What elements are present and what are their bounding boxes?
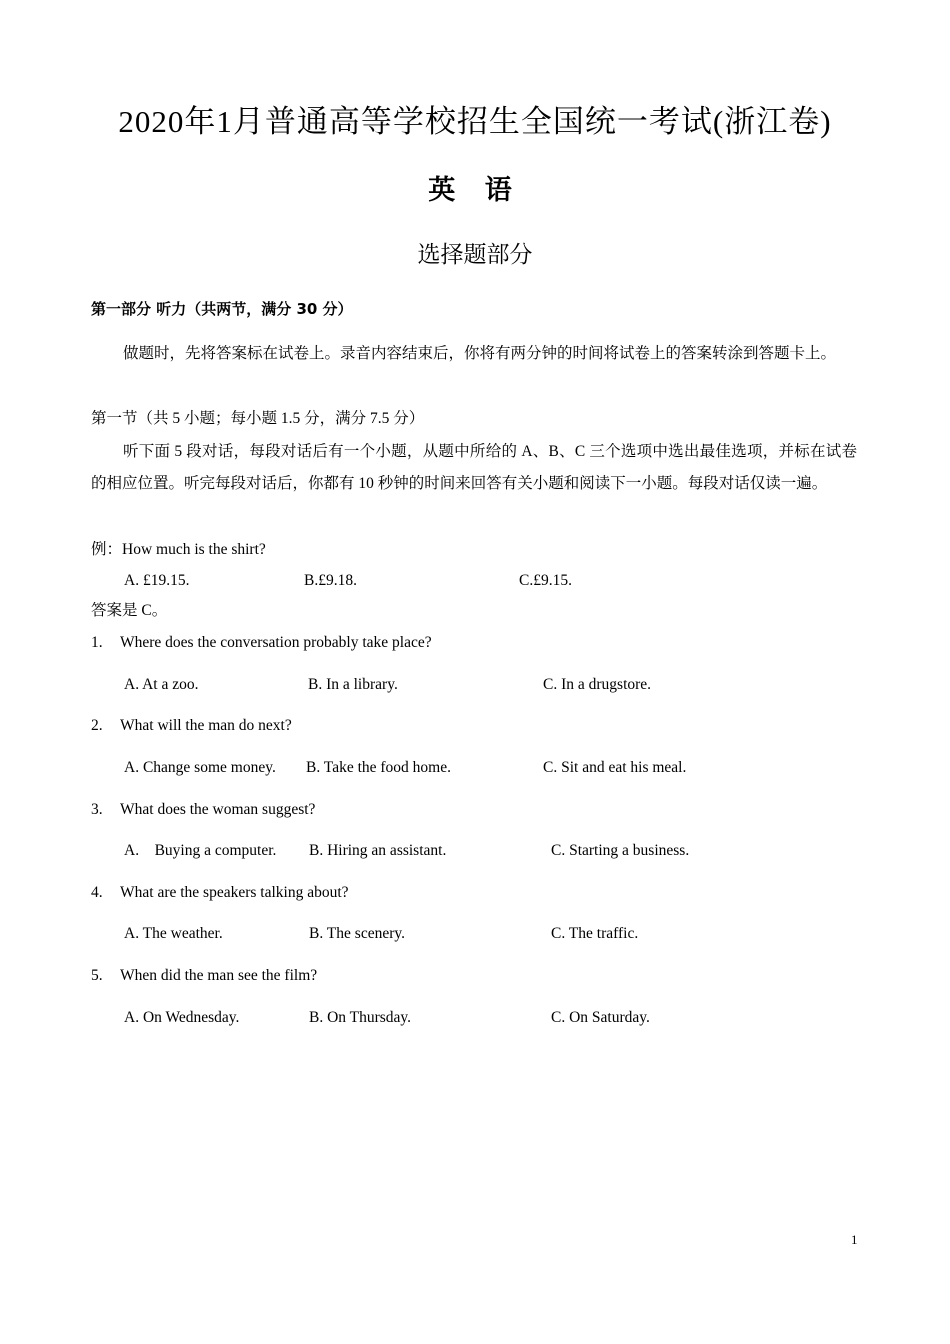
option-c: C. Sit and eat his meal. <box>543 759 687 776</box>
question-number: 4. <box>91 884 103 901</box>
option-a: A. On Wednesday. <box>124 1009 240 1026</box>
subsection-instructions: 听下面 5 段对话，每段对话后有一个小题，从题中所给的 A、B、C 三个选项中选出最佳选项，并标在试卷的相应位置。听完每段对话后，你都有 10 秒钟的时间来回答有关小题和阅读下一小题。每段对话仅读一遍。 <box>91 443 857 492</box>
question-number: 5. <box>91 967 103 984</box>
option-a: A. At a zoo. <box>124 676 199 693</box>
question-text: What does the woman suggest? <box>120 801 316 818</box>
option-c: C. The traffic. <box>551 925 639 942</box>
example-answer: 答案是 C。 <box>91 602 168 619</box>
question-text: Where does the conversation probably take place? <box>120 634 432 651</box>
question-text: When did the man see the film? <box>120 967 318 984</box>
subsection-heading: 第一节（共 5 小题；每小题 1.5 分，满分 7.5 分） <box>91 410 425 427</box>
example-option-c: C.£9.15. <box>519 572 572 589</box>
option-b: B. Hiring an assistant. <box>309 842 447 859</box>
question-number: 3. <box>91 801 103 818</box>
question-text: What are the speakers talking about? <box>120 884 349 901</box>
page-number: 1 <box>851 1232 858 1247</box>
example-question: 例：How much is the shirt? <box>91 541 266 558</box>
instructions: 做题时，先将答案标在试卷上。录音内容结束后，你将有两分钟的时间将试卷上的答案转涂到答题卡上。 <box>123 345 837 362</box>
question-number: 2. <box>91 717 103 734</box>
part-title: 选择题部分 <box>417 242 533 268</box>
option-a: A. Buying a computer. <box>124 842 277 859</box>
question-number: 1. <box>91 634 103 651</box>
option-a: A. Change some money. <box>124 759 276 776</box>
example-option-b: B.£9.18. <box>304 572 357 589</box>
option-a: A. The weather. <box>124 925 223 942</box>
option-b: B. Take the food home. <box>306 759 451 776</box>
subject-title: 英 语 <box>428 175 522 206</box>
option-b: B. The scenery. <box>309 925 405 942</box>
option-b: B. On Thursday. <box>309 1009 412 1026</box>
option-c: C. In a drugstore. <box>543 676 652 693</box>
option-c: C. Starting a business. <box>551 842 690 859</box>
question-text: What will the man do next? <box>120 717 292 734</box>
option-b: B. In a library. <box>308 676 398 693</box>
option-c: C. On Saturday. <box>551 1009 650 1026</box>
section-heading: 第一部分 听力（共两节，满分 30 分） <box>91 300 353 318</box>
exam-title: 2020年1月普通高等学校招生全国统一考试(浙江卷) <box>118 104 832 139</box>
example-option-a: A. £19.15. <box>124 572 190 589</box>
